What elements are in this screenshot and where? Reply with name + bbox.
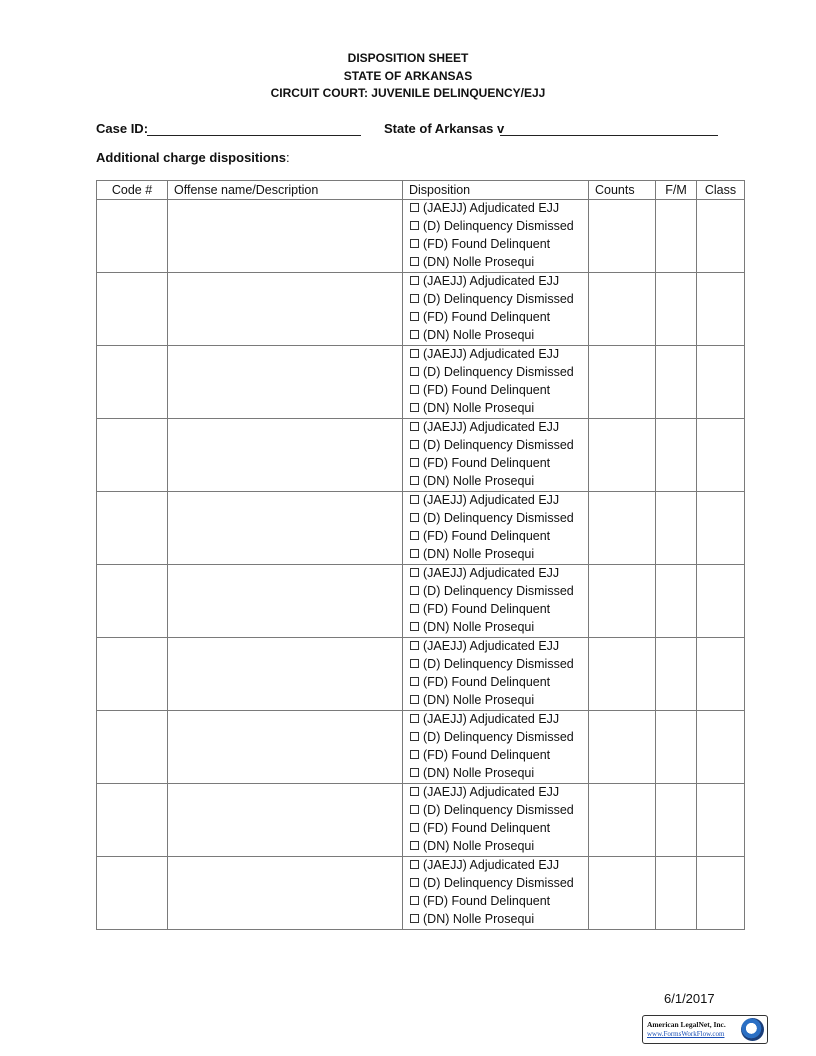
disposition-option-label: (D) Delinquency Dismissed <box>423 511 574 525</box>
disposition-option[interactable] <box>410 784 588 802</box>
disposition-option-label: (FD) Found Delinquent <box>423 237 551 251</box>
disposition-option-label: (D) Delinquency Dismissed <box>423 438 574 452</box>
disposition-option[interactable] <box>410 309 588 327</box>
disposition-option[interactable] <box>410 546 588 564</box>
disposition-option-label: (FD) Found Delinquent <box>423 748 551 762</box>
checkbox-icon[interactable] <box>410 714 419 723</box>
disposition-option-label: (JAEJJ) Adjudicated EJJ <box>423 420 560 434</box>
class-cell[interactable] <box>697 711 745 784</box>
checkbox-icon[interactable] <box>410 403 419 412</box>
code-cell[interactable] <box>97 565 168 638</box>
form-date: 6/1/2017 <box>664 991 715 1006</box>
counts-cell[interactable] <box>589 419 656 492</box>
disposition-option-label: (FD) Found Delinquent <box>423 310 551 324</box>
disposition-cell <box>403 784 589 857</box>
disposition-option-label: (D) Delinquency Dismissed <box>423 584 574 598</box>
disposition-option[interactable] <box>410 820 588 838</box>
disposition-option[interactable] <box>410 692 588 710</box>
table-row <box>97 565 745 638</box>
class-cell[interactable] <box>697 346 745 419</box>
checkbox-icon[interactable] <box>410 294 419 303</box>
disposition-option-label: (JAEJJ) Adjudicated EJJ <box>423 639 560 653</box>
disposition-option[interactable] <box>410 638 588 656</box>
table-row <box>97 273 745 346</box>
code-cell[interactable] <box>97 346 168 419</box>
additional-colon: : <box>285 150 290 165</box>
class-cell[interactable] <box>697 857 745 930</box>
disposition-option-label: (DN) Nolle Prosequi <box>423 255 535 269</box>
checkbox-icon[interactable] <box>410 604 419 613</box>
checkbox-icon[interactable] <box>410 495 419 504</box>
checkbox-icon[interactable] <box>410 367 419 376</box>
class-cell[interactable] <box>697 419 745 492</box>
disposition-option[interactable] <box>410 346 588 364</box>
disposition-cell <box>403 638 589 711</box>
fm-cell[interactable] <box>656 200 697 273</box>
checkbox-icon[interactable] <box>410 239 419 248</box>
additional-dispositions-label: Additional charge dispositions <box>96 150 286 165</box>
class-cell[interactable] <box>697 784 745 857</box>
title-line-3: CIRCUIT COURT: JUVENILE DELINQUENCY/EJJ <box>270 86 546 100</box>
code-cell[interactable] <box>97 857 168 930</box>
code-cell[interactable] <box>97 711 168 784</box>
column-header-offense: Offense name/Description <box>168 181 403 200</box>
disposition-option[interactable] <box>410 583 588 601</box>
disposition-option[interactable] <box>410 656 588 674</box>
code-cell[interactable] <box>97 273 168 346</box>
fm-cell[interactable] <box>656 565 697 638</box>
checkbox-icon[interactable] <box>410 312 419 321</box>
disposition-option-label: (DN) Nolle Prosequi <box>423 328 535 342</box>
checkbox-icon[interactable] <box>410 549 419 558</box>
counts-cell[interactable] <box>589 711 656 784</box>
case-id-field[interactable] <box>147 135 361 136</box>
disposition-option[interactable] <box>410 619 588 637</box>
checkbox-icon[interactable] <box>410 787 419 796</box>
checkbox-icon[interactable] <box>410 221 419 230</box>
offense-cell[interactable] <box>168 565 403 638</box>
checkbox-icon[interactable] <box>410 568 419 577</box>
disposition-option[interactable] <box>410 254 588 272</box>
checkbox-icon[interactable] <box>410 385 419 394</box>
column-header-fm: F/M <box>656 181 697 200</box>
disposition-option-label: (JAEJJ) Adjudicated EJJ <box>423 493 560 507</box>
disposition-option-label: (JAEJJ) Adjudicated EJJ <box>423 785 560 799</box>
disposition-option-label: (FD) Found Delinquent <box>423 602 551 616</box>
disposition-option[interactable] <box>410 419 588 437</box>
disposition-cell <box>403 492 589 565</box>
class-cell[interactable] <box>697 200 745 273</box>
disposition-option-label: (DN) Nolle Prosequi <box>423 766 535 780</box>
checkbox-icon[interactable] <box>410 768 419 777</box>
disposition-option[interactable] <box>410 291 588 309</box>
offense-cell[interactable] <box>168 200 403 273</box>
offense-cell[interactable] <box>168 638 403 711</box>
checkbox-icon[interactable] <box>410 257 419 266</box>
disposition-option-label: (DN) Nolle Prosequi <box>423 620 535 634</box>
globe-emblem-icon <box>741 1018 764 1041</box>
disposition-option[interactable] <box>410 674 588 692</box>
checkbox-icon[interactable] <box>410 860 419 869</box>
checkbox-icon[interactable] <box>410 750 419 759</box>
disposition-option[interactable] <box>410 528 588 546</box>
disposition-option-label: (DN) Nolle Prosequi <box>423 474 535 488</box>
offense-cell[interactable] <box>168 857 403 930</box>
class-cell[interactable] <box>697 273 745 346</box>
offense-cell[interactable] <box>168 492 403 565</box>
disposition-cell <box>403 200 589 273</box>
checkbox-icon[interactable] <box>410 330 419 339</box>
logo-url-link[interactable]: www.FormsWorkFlow.com <box>647 1030 725 1038</box>
checkbox-icon[interactable] <box>410 513 419 522</box>
disposition-option-label: (JAEJJ) Adjudicated EJJ <box>423 858 560 872</box>
checkbox-icon[interactable] <box>410 458 419 467</box>
disposition-option[interactable] <box>410 455 588 473</box>
disposition-option[interactable] <box>410 510 588 528</box>
checkbox-icon[interactable] <box>410 677 419 686</box>
checkbox-icon[interactable] <box>410 659 419 668</box>
disposition-option[interactable] <box>410 729 588 747</box>
disposition-option[interactable] <box>410 601 588 619</box>
offense-cell[interactable] <box>168 273 403 346</box>
checkbox-icon[interactable] <box>410 896 419 905</box>
disposition-option[interactable] <box>410 400 588 418</box>
fm-cell[interactable] <box>656 857 697 930</box>
disposition-option-label: (JAEJJ) Adjudicated EJJ <box>423 712 560 726</box>
counts-cell[interactable] <box>589 200 656 273</box>
counts-cell[interactable] <box>589 784 656 857</box>
checkbox-icon[interactable] <box>410 841 419 850</box>
disposition-option-label: (DN) Nolle Prosequi <box>423 401 535 415</box>
disposition-cell <box>403 711 589 784</box>
fm-cell[interactable] <box>656 711 697 784</box>
disposition-option[interactable] <box>410 364 588 382</box>
code-cell[interactable] <box>97 784 168 857</box>
disposition-option[interactable] <box>410 893 588 911</box>
code-cell[interactable] <box>97 492 168 565</box>
disposition-option-label: (JAEJJ) Adjudicated EJJ <box>423 566 560 580</box>
checkbox-icon[interactable] <box>410 823 419 832</box>
fm-cell[interactable] <box>656 492 697 565</box>
disposition-option-label: (D) Delinquency Dismissed <box>423 730 574 744</box>
disposition-option[interactable] <box>410 327 588 345</box>
fm-cell[interactable] <box>656 273 697 346</box>
checkbox-icon[interactable] <box>410 695 419 704</box>
fm-cell[interactable] <box>656 784 697 857</box>
code-cell[interactable] <box>97 200 168 273</box>
disposition-option[interactable] <box>410 218 588 236</box>
disposition-option-label: (JAEJJ) Adjudicated EJJ <box>423 274 560 288</box>
disposition-option-label: (D) Delinquency Dismissed <box>423 803 574 817</box>
disposition-option[interactable] <box>410 765 588 783</box>
disposition-option-label: (JAEJJ) Adjudicated EJJ <box>423 347 560 361</box>
case-row <box>96 121 736 139</box>
disposition-option[interactable] <box>410 437 588 455</box>
disposition-option-label: (D) Delinquency Dismissed <box>423 876 574 890</box>
checkbox-icon[interactable] <box>410 349 419 358</box>
counts-cell[interactable] <box>589 273 656 346</box>
column-header-disposition: Disposition <box>403 181 589 200</box>
table-row <box>97 200 745 273</box>
checkbox-icon[interactable] <box>410 203 419 212</box>
class-cell[interactable] <box>697 565 745 638</box>
code-cell[interactable] <box>97 419 168 492</box>
state-of-arkansas-label: State of Arkansas v <box>384 121 505 136</box>
disposition-option[interactable] <box>410 492 588 510</box>
column-header-code: Code # <box>97 181 168 200</box>
code-cell[interactable] <box>97 638 168 711</box>
table-row <box>97 857 745 930</box>
checkbox-icon[interactable] <box>410 476 419 485</box>
table-row <box>97 492 745 565</box>
disposition-option[interactable] <box>410 711 588 729</box>
class-cell[interactable] <box>697 492 745 565</box>
checkbox-icon[interactable] <box>410 531 419 540</box>
disposition-option[interactable] <box>410 200 588 218</box>
additional-dispositions-heading <box>96 150 290 165</box>
checkbox-icon[interactable] <box>410 422 419 431</box>
disposition-option[interactable] <box>410 857 588 875</box>
disposition-option-label: (DN) Nolle Prosequi <box>423 693 535 707</box>
disposition-cell <box>403 346 589 419</box>
disposition-option-label: (DN) Nolle Prosequi <box>423 547 535 561</box>
checkbox-icon[interactable] <box>410 805 419 814</box>
disposition-option-label: (FD) Found Delinquent <box>423 529 551 543</box>
table-row <box>97 711 745 784</box>
disposition-option[interactable] <box>410 565 588 583</box>
column-header-class: Class <box>697 181 745 200</box>
checkbox-icon[interactable] <box>410 586 419 595</box>
disposition-option-label: (FD) Found Delinquent <box>423 456 551 470</box>
disposition-option-label: (FD) Found Delinquent <box>423 383 551 397</box>
disposition-option-label: (D) Delinquency Dismissed <box>423 365 574 379</box>
table-row <box>97 346 745 419</box>
title-line-2: STATE OF ARKANSAS <box>343 68 473 83</box>
disposition-cell <box>403 565 589 638</box>
disposition-option-label: (FD) Found Delinquent <box>423 894 551 908</box>
title-line-1: DISPOSITION SHEET <box>347 51 469 65</box>
disposition-cell <box>403 273 589 346</box>
disposition-option[interactable] <box>410 382 588 400</box>
disposition-option-label: (D) Delinquency Dismissed <box>423 219 574 233</box>
checkbox-icon[interactable] <box>410 914 419 923</box>
column-header-counts: Counts <box>589 181 656 200</box>
fm-cell[interactable] <box>656 638 697 711</box>
disposition-option[interactable] <box>410 273 588 291</box>
american-legalnet-logo <box>642 1015 768 1044</box>
document-title <box>0 50 816 103</box>
disposition-cell <box>403 857 589 930</box>
disposition-option[interactable] <box>410 473 588 491</box>
class-cell[interactable] <box>697 638 745 711</box>
checkbox-icon[interactable] <box>410 732 419 741</box>
counts-cell[interactable] <box>589 492 656 565</box>
disposition-option-label: (FD) Found Delinquent <box>423 821 551 835</box>
checkbox-icon[interactable] <box>410 276 419 285</box>
disposition-option-label: (D) Delinquency Dismissed <box>423 657 574 671</box>
disposition-option-label: (JAEJJ) Adjudicated EJJ <box>423 201 560 215</box>
fm-cell[interactable] <box>656 346 697 419</box>
counts-cell[interactable] <box>589 857 656 930</box>
disposition-option-label: (D) Delinquency Dismissed <box>423 292 574 306</box>
disposition-option-label: (FD) Found Delinquent <box>423 675 551 689</box>
checkbox-icon[interactable] <box>410 622 419 631</box>
counts-cell[interactable] <box>589 565 656 638</box>
checkbox-icon[interactable] <box>410 878 419 887</box>
disposition-option[interactable] <box>410 911 588 929</box>
disposition-option[interactable] <box>410 838 588 856</box>
disposition-option-label: (DN) Nolle Prosequi <box>423 912 535 926</box>
table-header-row <box>97 181 745 200</box>
offense-cell[interactable] <box>168 346 403 419</box>
table-row <box>97 419 745 492</box>
disposition-option[interactable] <box>410 875 588 893</box>
disposition-option[interactable] <box>410 236 588 254</box>
counts-cell[interactable] <box>589 638 656 711</box>
logo-company-name: American LegalNet, Inc. <box>647 1020 726 1029</box>
offense-cell[interactable] <box>168 784 403 857</box>
fm-cell[interactable] <box>656 419 697 492</box>
disposition-cell <box>403 419 589 492</box>
checkbox-icon[interactable] <box>410 641 419 650</box>
disposition-option[interactable] <box>410 747 588 765</box>
table-row <box>97 784 745 857</box>
charges-table <box>96 180 745 930</box>
offense-cell[interactable] <box>168 419 403 492</box>
offense-cell[interactable] <box>168 711 403 784</box>
checkbox-icon[interactable] <box>410 440 419 449</box>
table-row <box>97 638 745 711</box>
disposition-option[interactable] <box>410 802 588 820</box>
disposition-option-label: (DN) Nolle Prosequi <box>423 839 535 853</box>
counts-cell[interactable] <box>589 346 656 419</box>
case-id-label: Case ID: <box>96 121 149 136</box>
defendant-name-field[interactable] <box>500 135 718 136</box>
